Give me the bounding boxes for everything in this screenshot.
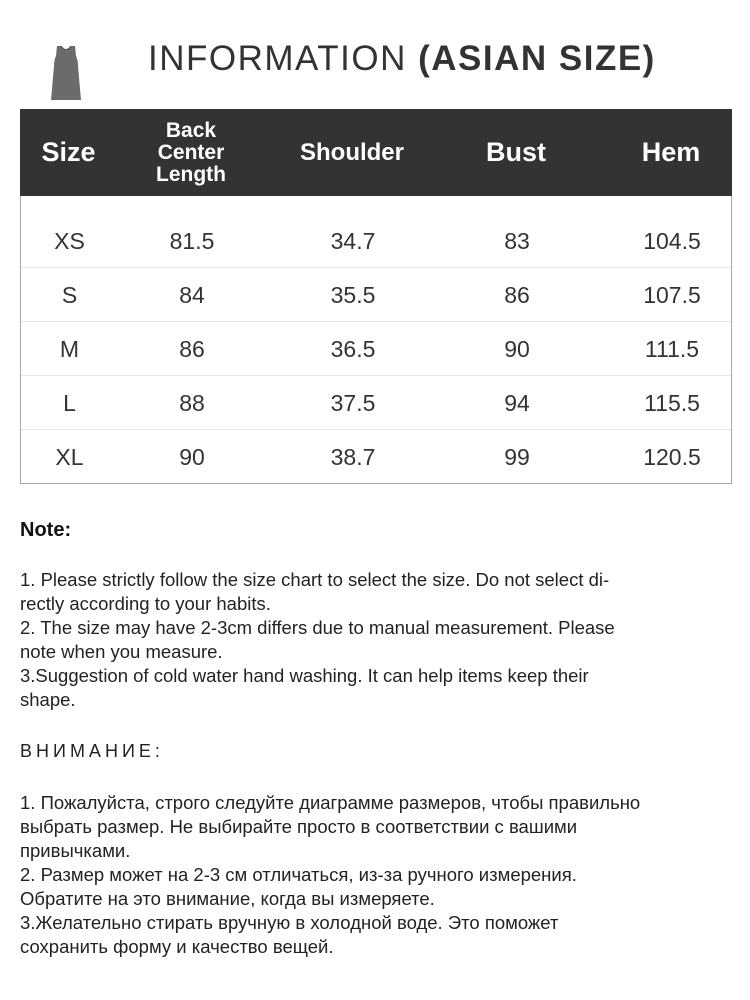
cell-bust: 83 xyxy=(504,228,530,254)
note-line-ru: 3.Желательно стирать вручную в холодной воде. Это поможет xyxy=(20,912,559,933)
back-center-line1: Back Center xyxy=(157,118,225,164)
cell-hem: 111.5 xyxy=(644,336,700,362)
table-row-l xyxy=(21,376,731,430)
cell-size: M xyxy=(59,336,80,362)
cell-shoulder: 36.5 xyxy=(330,336,376,362)
note-line: 1. Please strictly follow the size chart to select the size. Do not select di- xyxy=(20,569,610,590)
cell-shoulder: 38.7 xyxy=(330,444,376,470)
note-line-ru: выбрать размер. Не выбирайте просто в соответствии с вашими xyxy=(20,816,578,837)
cell-back-center-length: 84 xyxy=(179,282,205,308)
column-header-shoulder: Shoulder xyxy=(299,138,404,166)
note-line: shape. xyxy=(20,689,76,710)
note-heading-ru: ВНИМАНИЕ: xyxy=(20,741,164,761)
note-line-ru: привычками. xyxy=(20,840,131,861)
note-line-ru: Обратите на это внимание, когда вы измеряете. xyxy=(20,888,435,909)
cell-bust: 99 xyxy=(504,444,530,470)
note-list-en xyxy=(20,568,720,712)
note-line: 2. The size may have 2-3cm differs due to manual measurement. Please xyxy=(20,617,615,638)
cell-back-center-length: 86 xyxy=(179,336,205,362)
cell-back-center-length: 81.5 xyxy=(169,228,215,254)
size-table-header xyxy=(20,109,732,196)
cell-hem: 120.5 xyxy=(643,444,701,470)
table-row-s xyxy=(21,268,731,322)
page-title xyxy=(148,36,656,82)
cell-size: XL xyxy=(55,444,84,470)
cell-bust: 94 xyxy=(504,390,530,416)
title-information: INFORMATION xyxy=(148,39,419,78)
size-table-body xyxy=(21,214,731,484)
cell-bust: 86 xyxy=(504,282,530,308)
cell-back-center-length: 88 xyxy=(179,390,205,416)
notes-section xyxy=(20,516,720,959)
column-header-hem: Hem xyxy=(641,137,701,167)
note-list-ru xyxy=(20,791,720,959)
cell-size: L xyxy=(63,390,76,416)
cell-hem: 115.5 xyxy=(644,390,700,416)
cell-size: XS xyxy=(54,228,85,254)
note-line: rectly according to your habits. xyxy=(20,593,271,614)
gray-sleeveless-dress-icon xyxy=(48,44,84,102)
cell-shoulder: 35.5 xyxy=(330,282,376,308)
cell-hem: 104.5 xyxy=(643,228,701,254)
column-header-back-center-length xyxy=(132,109,250,196)
cell-size: S xyxy=(61,282,78,308)
note-line-ru: 1. Пожалуйста, строго следуйте диаграмме размеров, чтобы правильно xyxy=(20,792,641,813)
table-row-m xyxy=(21,322,731,376)
note-line-ru: 2. Размер может на 2-3 см отличаться, из-за ручного измерения. xyxy=(20,864,577,885)
cell-bust: 90 xyxy=(504,336,530,362)
note-line: note when you measure. xyxy=(20,641,223,662)
page-header xyxy=(0,0,750,108)
column-header-bust: Bust xyxy=(486,137,546,167)
note-line-ru: сохранить форму и качество вещей. xyxy=(20,936,334,957)
cell-shoulder: 34.7 xyxy=(330,228,376,254)
note-line: 3.Suggestion of cold water hand washing. It can help items keep their xyxy=(20,665,589,686)
title-asian-size: (ASIAN SIZE) xyxy=(418,39,656,78)
back-center-line2: Length xyxy=(156,162,226,186)
note-heading: Note: xyxy=(20,519,72,541)
column-header-size: Size xyxy=(41,137,96,167)
size-table xyxy=(20,109,732,484)
cell-back-center-length: 90 xyxy=(179,444,205,470)
table-row-xs xyxy=(21,214,731,268)
table-row-xl xyxy=(21,430,731,484)
cell-shoulder: 37.5 xyxy=(330,390,376,416)
cell-hem: 107.5 xyxy=(643,282,701,308)
